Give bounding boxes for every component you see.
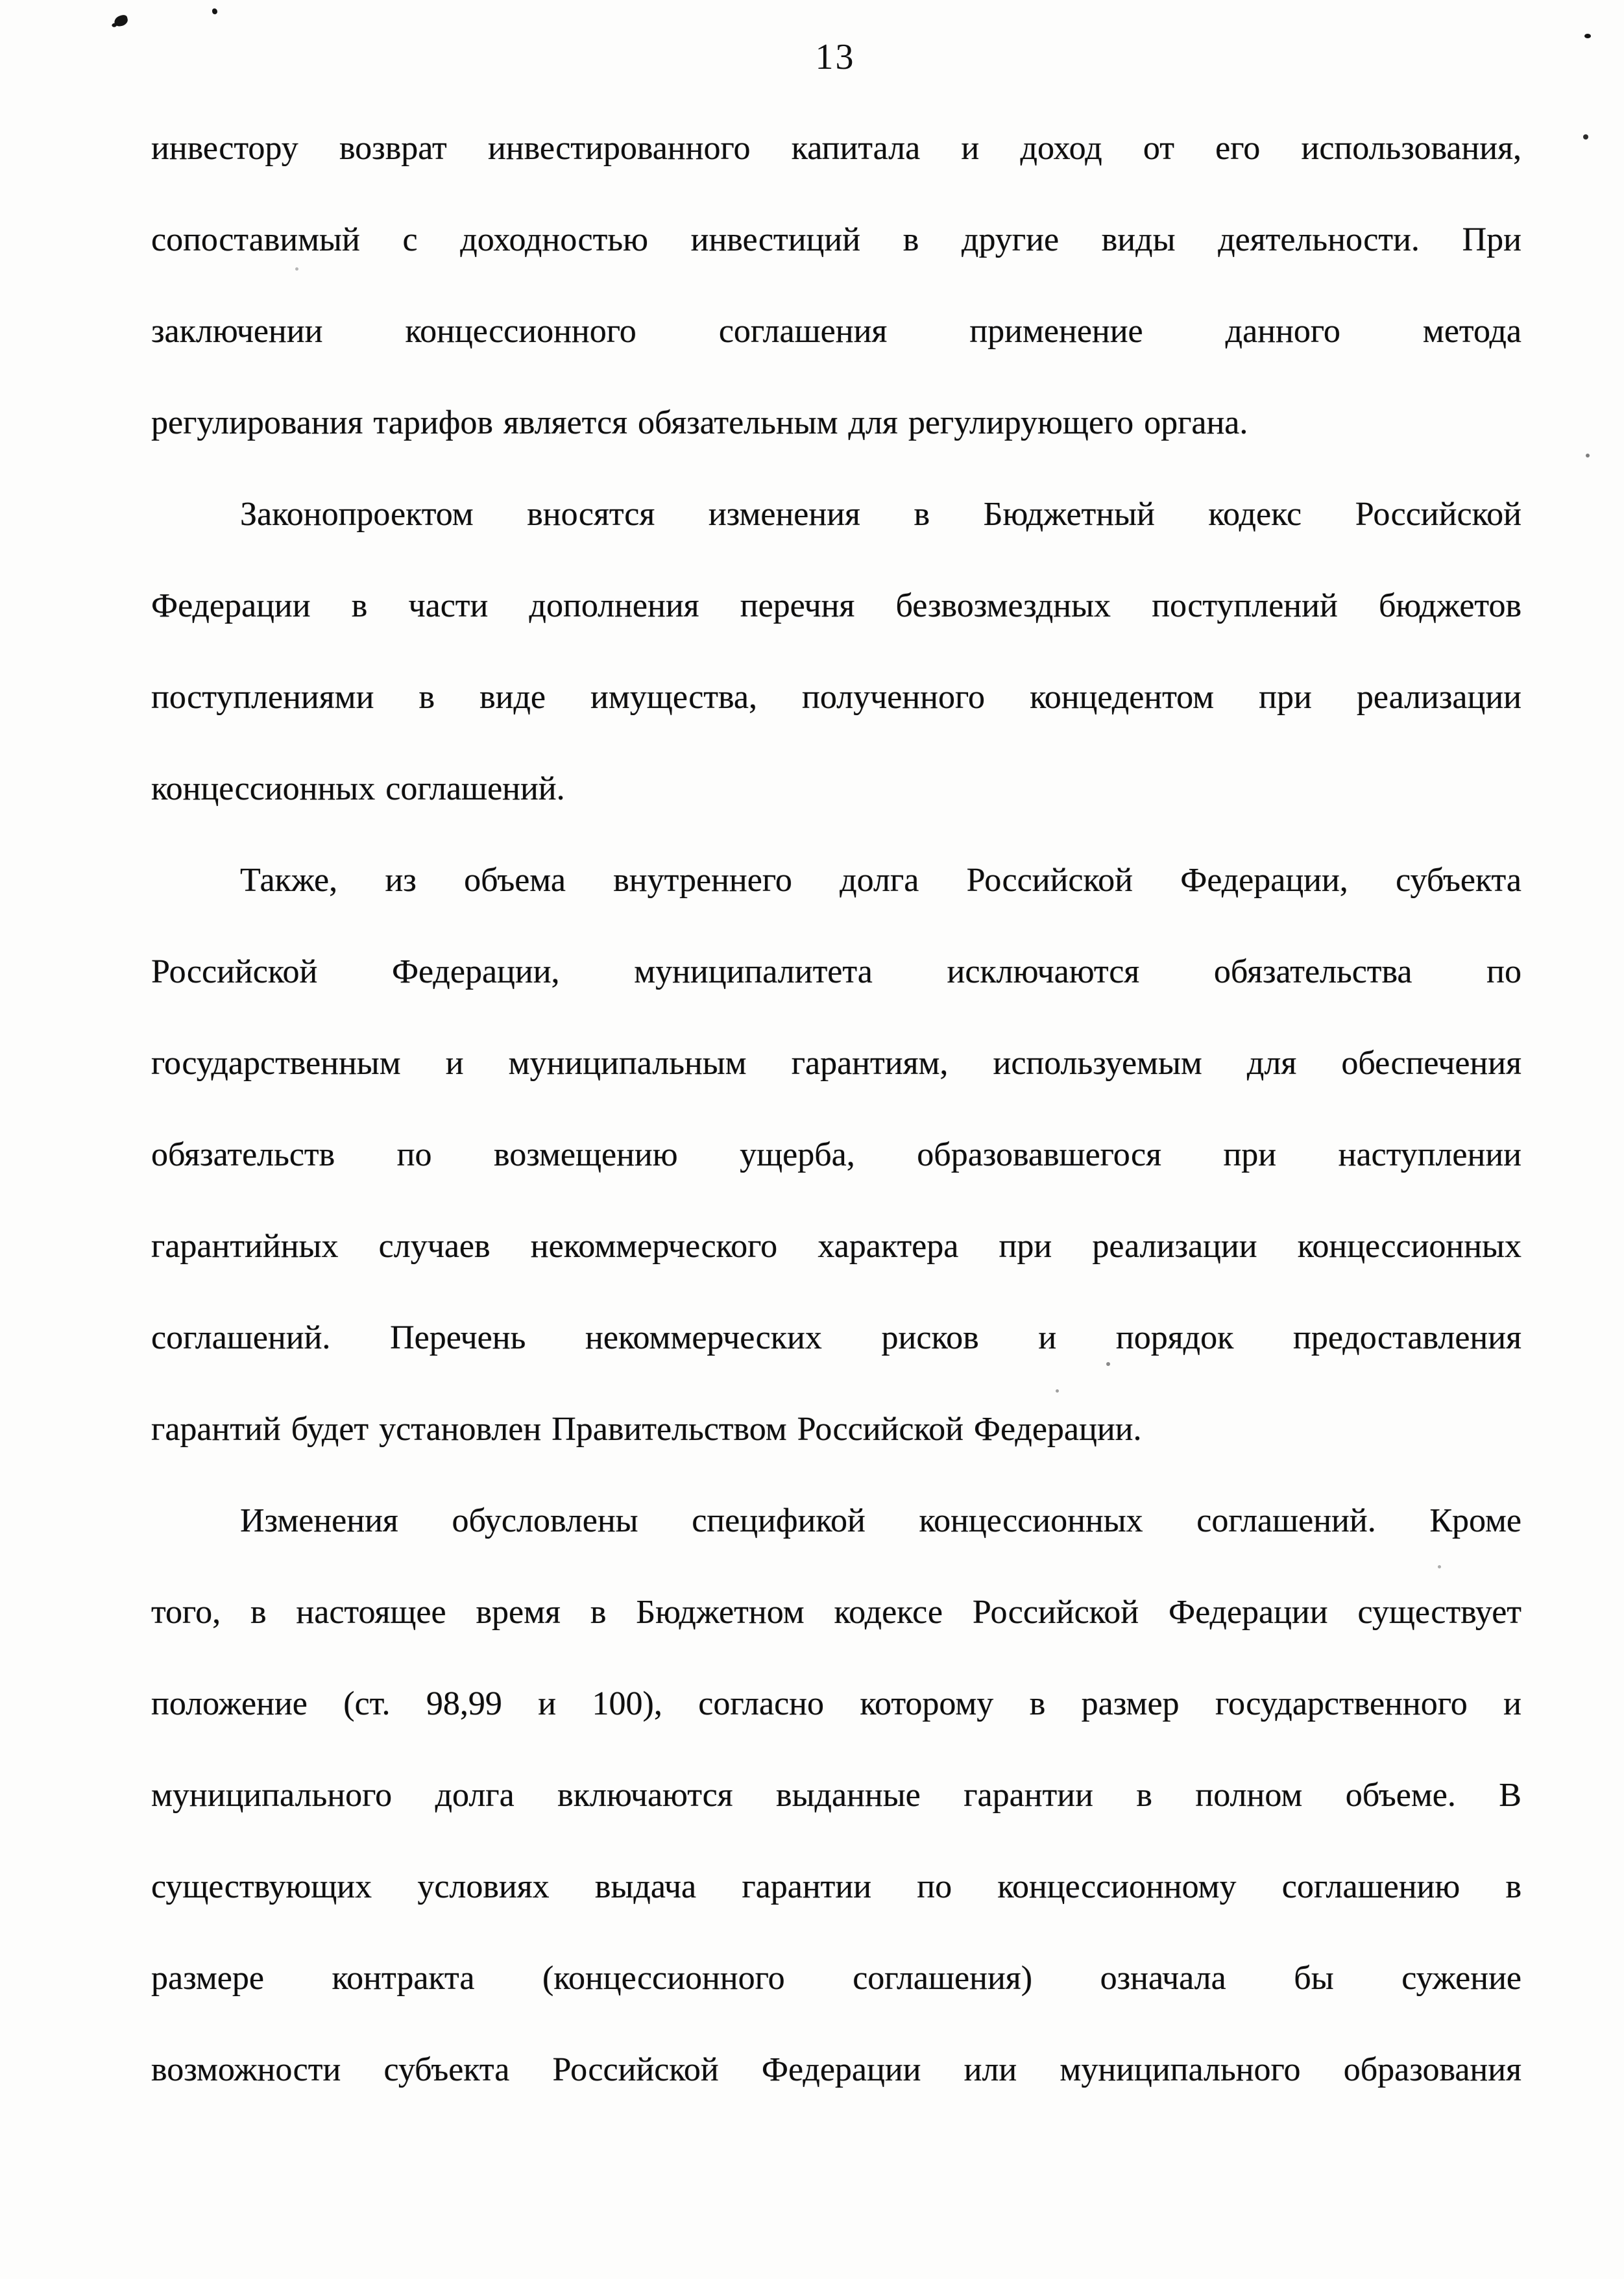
paragraph: [151, 1475, 1521, 2115]
text-line: инвестору возврат инвестированного капитала и доход от его использования,: [151, 130, 1521, 167]
text-line: размере контракта (концессионного соглашения) означала бы сужение: [151, 1960, 1521, 1997]
paragraph: [151, 103, 1521, 469]
text-line: государственным и муниципальным гарантиям, используемым для обеспечения: [151, 1045, 1521, 1082]
ink-speck: [1056, 1389, 1059, 1393]
text-line: заключении концессионного соглашения применение данного метода: [151, 313, 1521, 350]
text-line: регулирования тарифов является обязательным для регулирующего органа.: [151, 404, 1248, 441]
text-line: Российской Федерации, муниципалитета исключаются обязательства по: [151, 953, 1521, 990]
document-body: [151, 103, 1521, 2115]
text-line: Федерации в части дополнения перечня безвозмездных поступлений бюджетов: [151, 587, 1521, 624]
text-line: концессионных соглашений.: [151, 770, 565, 807]
text-line: Изменения обусловлены спецификой концессионных соглашений. Кроме: [240, 1502, 1521, 1539]
text-line: Также, из объема внутреннего долга Российской Федерации, субъекта: [240, 862, 1521, 899]
text-line: сопоставимый с доходностью инвестиций в другие виды деятельности. При: [151, 221, 1521, 258]
page-number: 13: [815, 37, 856, 77]
ink-speck: [1586, 454, 1590, 457]
text-line: положение (ст. 98,99 и 100), согласно которому в размер государственного и: [151, 1685, 1521, 1722]
ink-speck: [1583, 134, 1588, 140]
text-line: существующих условиях выдача гарантии по концессионному соглашению в: [151, 1868, 1521, 1905]
text-line: муниципального долга включаются выданные гарантии в полном объеме. В: [151, 1777, 1521, 1814]
ink-speck: [1438, 1565, 1441, 1568]
text-line: того, в настоящее время в Бюджетном кодексе Российской Федерации существует: [151, 1594, 1521, 1631]
ink-speck: [295, 267, 298, 271]
paragraph: [151, 835, 1521, 1475]
ink-speck: [212, 8, 217, 14]
text-line: гарантийных случаев некоммерческого характера при реализации концессионных: [151, 1228, 1521, 1265]
paragraph: [151, 469, 1521, 835]
ink-speck: [1106, 1362, 1110, 1366]
ink-speck: [1584, 34, 1591, 38]
text-line: поступлениями в виде имущества, полученного концедентом при реализации: [151, 679, 1521, 716]
text-line: гарантий будет установлен Правительством Российской Федерации.: [151, 1411, 1142, 1448]
text-line: возможности субъекта Российской Федерации или муниципального образования: [151, 2051, 1521, 2088]
text-line: соглашений. Перечень некоммерческих рисков и порядок предоставления: [151, 1319, 1521, 1356]
ink-blot: [113, 14, 128, 28]
text-line: обязательств по возмещению ущерба, образовавшегося при наступлении: [151, 1136, 1521, 1173]
text-line: Законопроектом вносятся изменения в Бюджетный кодекс Российской: [240, 496, 1521, 533]
